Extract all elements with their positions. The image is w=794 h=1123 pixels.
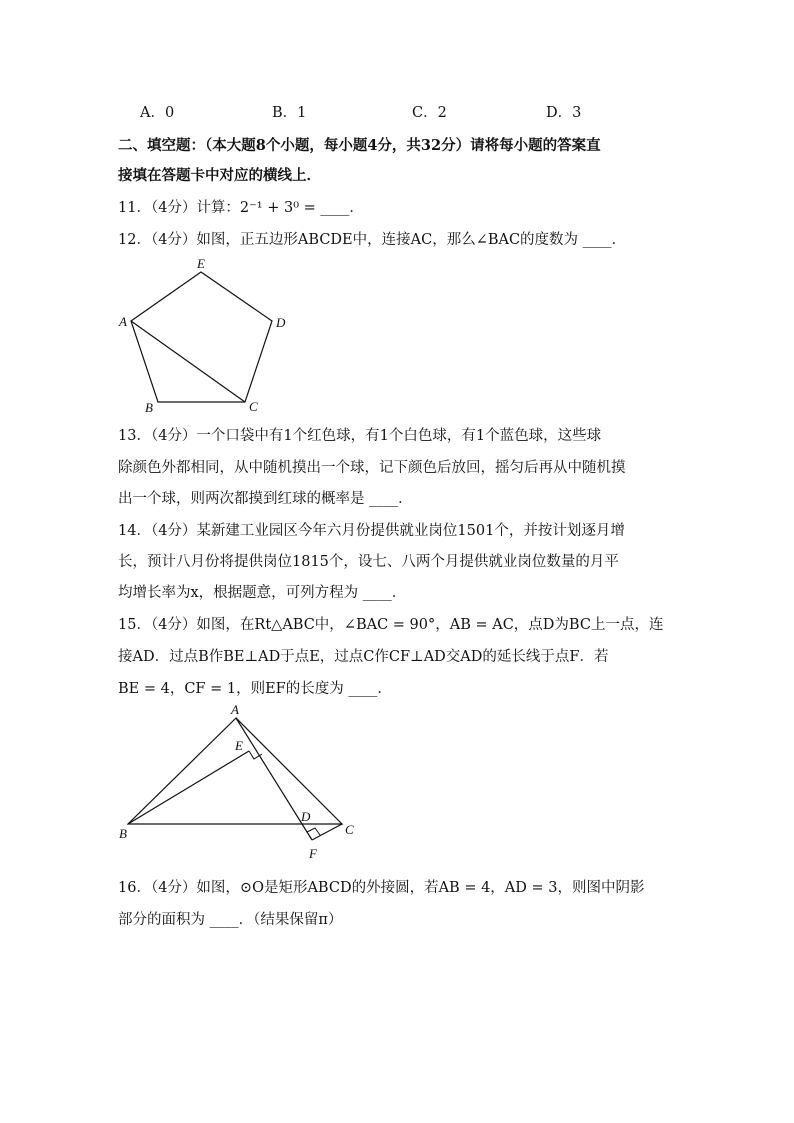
question-16-line2: 部分的面积为 ____．（结果保留π）: [118, 912, 343, 928]
label-d: D: [276, 315, 286, 330]
question-13-line1: 13．（4分）一个口袋中有1个红色球，有1个白色球，有1个蓝色球，这些球: [118, 428, 602, 444]
choice-d: D．3: [546, 105, 582, 121]
choice-c: C．2: [412, 105, 447, 121]
label-e: E: [197, 256, 205, 271]
choice-b: B．1: [272, 105, 307, 121]
segment-be: [128, 751, 249, 824]
question-15-line1: 15．（4分）如图，在Rt△ABC中，∠BAC = 90°，AB = AC，点D为BC上一点，连: [118, 617, 664, 633]
question-15-line3: BE = 4，CF = 1，则EF的长度为 ____．: [118, 681, 392, 697]
section-heading-line1: 二、填空题：（本大题8个小题，每小题4分，共32分）请将每小题的答案直: [118, 137, 601, 154]
label-d: D: [301, 809, 311, 824]
label-b: B: [145, 400, 153, 415]
question-12: 12．（4分）如图，正五边形ABCDE中，连接AC，那么∠BAC的度数为 ____．: [118, 232, 627, 248]
question-15-line2: 接AD．过点B作BE⊥AD于点E，过点C作CF⊥AD交AD的延长线于点F．若: [118, 649, 609, 665]
label-a: A: [119, 314, 127, 329]
choice-a: A．0: [140, 105, 175, 121]
section-heading-line2: 接填在答题卡中对应的横线上．: [118, 167, 321, 184]
label-b: B: [119, 826, 127, 841]
right-angle-mark-f: [307, 828, 320, 835]
label-f: F: [309, 846, 317, 861]
question-14-line3: 均增长率为x，根据题意，可列方程为 ____．: [118, 585, 407, 601]
label-a: A: [231, 702, 239, 717]
question-13-line2: 除颜色外都相同，从中随机摸出一个球，记下颜色后放回，摇匀后再从中随机摸: [118, 460, 626, 476]
question-13-line3: 出一个球，则两次都摸到红球的概率是 ____．: [118, 491, 413, 507]
label-e: E: [235, 738, 243, 753]
label-c: C: [345, 822, 354, 837]
label-c: C: [249, 399, 258, 414]
question-14-line1: 14．（4分）某新建工业园区今年六月份提供就业岗位1501个，并按计划逐月增: [118, 523, 625, 539]
question-11: 11．（4分）计算：2⁻¹ + 3⁰ = ____．: [118, 200, 364, 216]
right-angle-mark-e: [249, 751, 262, 759]
question-14-line2: 长，预计八月份将提供岗位1815个，设七、八两个月提供就业岗位数量的月平: [118, 554, 619, 570]
question-16-line1: 16．（4分）如图，⊙O是矩形ABCD的外接圆，若AB = 4，AD = 3，则图中阴影: [118, 880, 645, 896]
segment-cf: [312, 824, 342, 840]
